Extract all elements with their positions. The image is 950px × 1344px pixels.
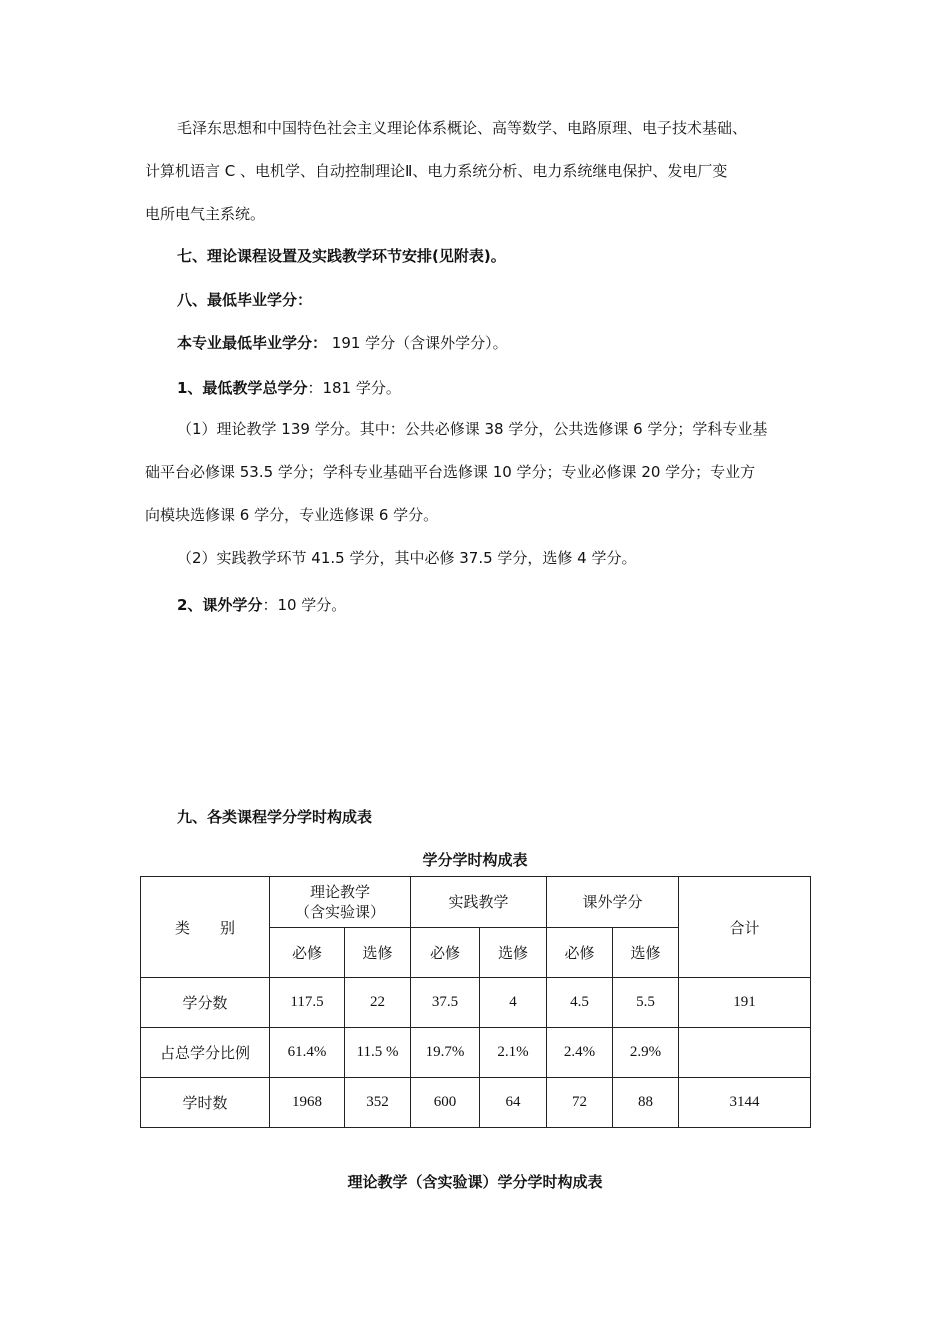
table-cell: 37.5 xyxy=(411,978,480,1028)
min-credits-value: 191 学分（含课外学分）。 xyxy=(327,334,508,352)
table-cell: 117.5 xyxy=(270,978,345,1028)
subheader-required: 必修 xyxy=(270,927,345,978)
section-8-heading: 八、最低毕业学分： xyxy=(177,291,313,309)
table-cell: 64 xyxy=(480,1078,547,1128)
section-9-heading: 九、各类课程学分学时构成表 xyxy=(177,808,373,826)
item-2-line xyxy=(177,595,346,615)
header-theory-line2: （含实验课） xyxy=(295,902,386,921)
table-cell: 600 xyxy=(411,1078,480,1128)
subheader-required: 必修 xyxy=(411,927,480,978)
subheader-required: 必修 xyxy=(547,927,613,978)
table-cell: 4.5 xyxy=(547,978,613,1028)
table-cell: 2.4% xyxy=(547,1028,613,1078)
table-header-row xyxy=(141,877,811,928)
row-label: 学分数 xyxy=(141,978,270,1028)
paragraph-line: 础平台必修课 53.5 学分；学科专业基础平台选修课 10 学分；专业必修课 20 学分；专业方 xyxy=(145,463,756,481)
header-category: 类 别 xyxy=(141,877,270,978)
header-theory-line1: 理论教学 xyxy=(310,882,371,901)
table-1-caption: 学分学时构成表 xyxy=(422,851,528,869)
table-cell: 2.1% xyxy=(480,1028,547,1078)
table-row xyxy=(141,978,811,1028)
subheader-elective: 选修 xyxy=(613,927,679,978)
paragraph-line: 电所电气主系统。 xyxy=(145,205,266,223)
paragraph-line: 毛泽东思想和中国特色社会主义理论体系概论、高等数学、电路原理、电子技术基础、 xyxy=(177,119,748,137)
min-credits-line xyxy=(177,333,508,353)
subheader-elective: 选修 xyxy=(345,927,411,978)
table-cell: 4 xyxy=(480,978,547,1028)
header-extra: 课外学分 xyxy=(547,877,679,928)
item-2-label: 2、课外学分 xyxy=(177,596,263,614)
table-row xyxy=(141,1028,811,1078)
row-label: 占总学分比例 xyxy=(141,1028,270,1078)
item-1-value: ：181 学分。 xyxy=(307,379,401,397)
table-cell: 352 xyxy=(345,1078,411,1128)
table-cell: 2.9% xyxy=(613,1028,679,1078)
paragraph-line: 向模块选修课 6 学分，专业选修课 6 学分。 xyxy=(145,506,439,524)
table-cell: 11.5 % xyxy=(345,1028,411,1078)
table-cell: 3144 xyxy=(679,1078,811,1128)
paragraph-line: （1）理论教学 139 学分。其中：公共必修课 38 学分，公共选修课 6 学分；学科专业基 xyxy=(177,420,768,438)
credit-hours-table xyxy=(140,876,811,1128)
table-cell: 22 xyxy=(345,978,411,1028)
table-2-caption: 理论教学（含实验课）学分学时构成表 xyxy=(347,1173,603,1191)
subheader-elective: 选修 xyxy=(480,927,547,978)
item-2-value: ：10 学分。 xyxy=(262,596,347,614)
paragraph-line: 计算机语言 C 、电机学、自动控制理论Ⅱ、电力系统分析、电力系统继电保护、发电厂变 xyxy=(145,162,728,180)
table-cell: 19.7% xyxy=(411,1028,480,1078)
table-cell: 61.4% xyxy=(270,1028,345,1078)
section-7-heading: 七、理论课程设置及实践教学环节安排(见附表)。 xyxy=(177,247,506,265)
core-courses-paragraph xyxy=(145,107,810,236)
header-total: 合计 xyxy=(679,877,811,978)
table-cell: 1968 xyxy=(270,1078,345,1128)
table-cell: 191 xyxy=(679,978,811,1028)
row-label: 学时数 xyxy=(141,1078,270,1128)
table-cell: 88 xyxy=(613,1078,679,1128)
min-credits-label: 本专业最低毕业学分： xyxy=(177,334,328,352)
table-cell: 5.5 xyxy=(613,978,679,1028)
table-row xyxy=(141,1078,811,1128)
theory-credits-paragraph xyxy=(145,408,810,537)
practice-credits-line: （2）实践教学环节 41.5 学分，其中必修 37.5 学分，选修 4 学分。 xyxy=(177,549,637,567)
header-theory xyxy=(270,877,411,928)
item-1-label: 1、最低教学总学分 xyxy=(177,379,308,397)
table-cell: 72 xyxy=(547,1078,613,1128)
header-practice: 实践教学 xyxy=(411,877,547,928)
table-cell xyxy=(679,1028,811,1078)
item-1-line xyxy=(177,378,401,398)
